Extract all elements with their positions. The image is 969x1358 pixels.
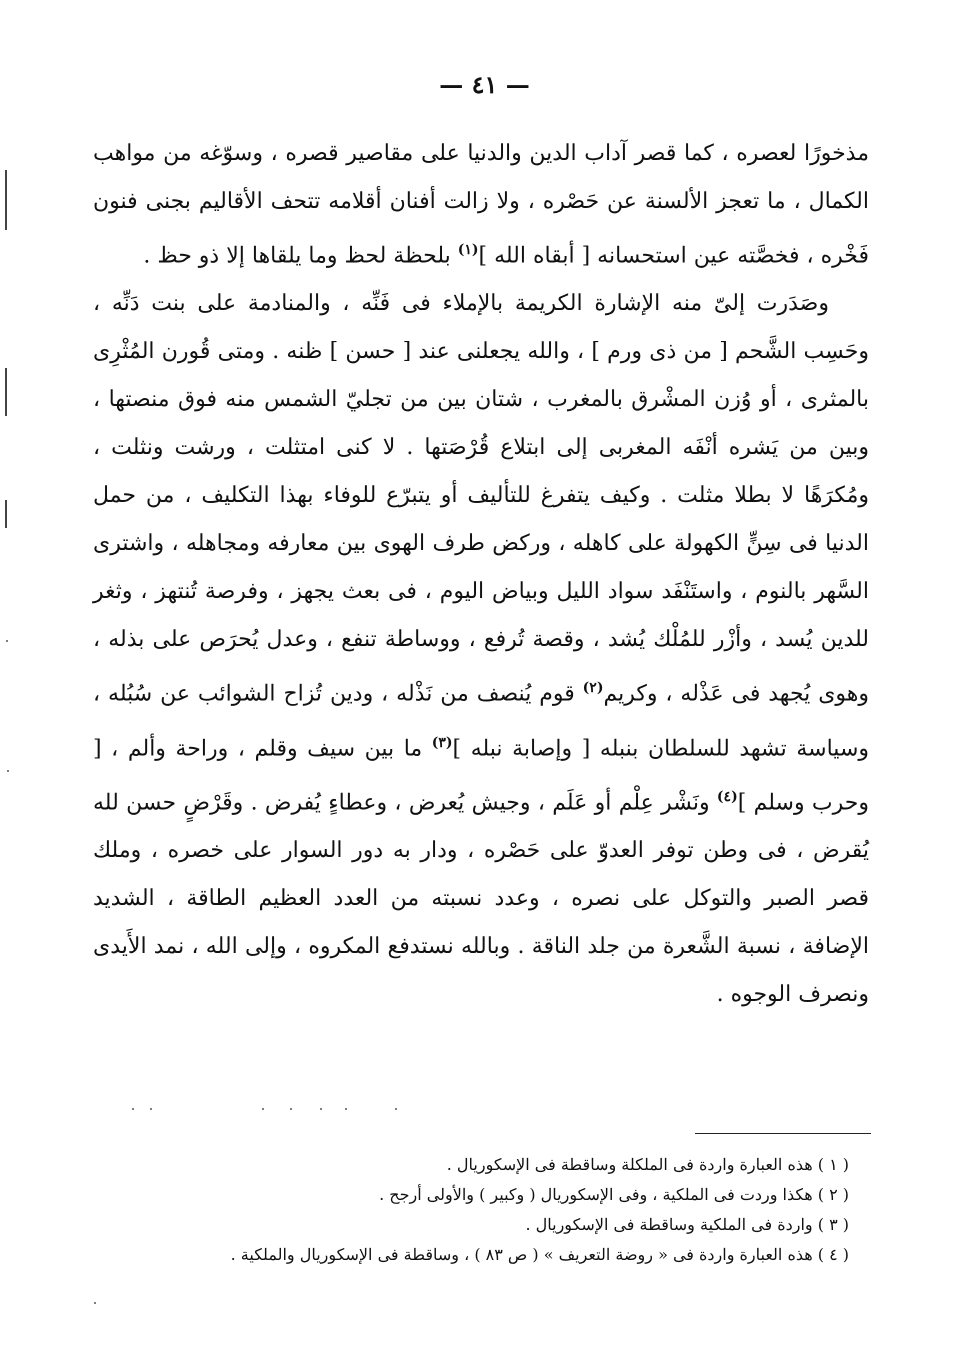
scan-speck xyxy=(132,1108,134,1110)
footnote-4: ( ٤ ) هذه العبارة واردة فى « روضة التعريف » ( ص ٨٣ ) ، وساقطة فى الإسكوريال والملكية . xyxy=(230,1245,849,1264)
scan-speck xyxy=(290,1108,292,1110)
scan-margin-mark xyxy=(5,500,7,528)
footnote-2: ( ٢ ) هكذا وردت فى الملكية ، وفى الإسكوريال ( وكبير ) والأولى أرجح . xyxy=(379,1185,849,1204)
footnote-3: ( ٣ ) واردة فى الملكية وساقطة فى الإسكوريال . xyxy=(525,1215,849,1234)
paragraph-1-text-b: بلحظة لحظ وما يلقاها إلا ذو حظ . xyxy=(143,243,458,269)
page-number: — ٤١ — xyxy=(439,70,530,99)
footnote-1: ( ١ ) هذه العبارة واردة فى الملكلة وساقطة فى الإسكوريال . xyxy=(446,1155,849,1174)
scan-speck xyxy=(345,1108,347,1110)
scan-speck xyxy=(395,1108,397,1110)
scan-speck xyxy=(6,640,8,642)
footnotes xyxy=(109,1150,849,1270)
scan-speck xyxy=(150,1108,152,1110)
scan-speck xyxy=(94,1302,96,1304)
main-text xyxy=(93,130,869,1019)
paragraph-2-text-d: ونَشْر عِلْم أو عَلَم ، وجيش يُعرض ، وعطاءٍ يُفرض . وقَرْضٍ حسن لله يُقرض ، فى وطن توفر العدوّ على حَصْره ، ودار به دور السوار على خصره ، وملك قصر الصبر والتوكل على نصره ، وعدد نسبته من العدد العظيم الطاقة ، الشديد الإضافة ، نسبة الشَّعرة من جلد الناقة . وبالله نستدفع المكروه ، وإلى الله ، نمد الأَيدى ونصرف الوجوه . xyxy=(93,790,869,1008)
scan-margin-mark xyxy=(5,170,7,230)
scan-speck xyxy=(7,770,9,772)
footnote-separator xyxy=(695,1133,871,1134)
paragraph-2-text-b: قوم يُنصف من نَذْله ، ودين تُزاح الشوائب عن سُبُله ، وسياسة تشهد للسلطان بنبله [ وإصابة نبله ] xyxy=(93,681,870,761)
footnote-mark-4: (٤) xyxy=(716,788,738,805)
scan-speck xyxy=(262,1108,264,1110)
scan-margin-mark xyxy=(5,368,7,416)
footnote-mark-1: (١) xyxy=(457,242,479,258)
paragraph-2 xyxy=(93,280,869,1019)
paragraph-1-text-a: مذخورًا لعصره ، كما قصر آداب الدين والدنيا على مقاصير قصره ، وسوّغه من مواهب الكمال ، ما تعجز الألسنة عن حَصْره ، ولا زالت أفنان أقلامه تتحف الأقاليم بجنى فنون فَخْره ، فخصَّته عين استحسانه [ أبقاه الله ] xyxy=(93,141,869,269)
footnote-mark-3: (٣) xyxy=(431,734,453,751)
paragraph-2-text-a: وصَدَرت إلىّ منه الإشارة الكريمة بالإملاء فى فَنِّه ، والمنادمة على بنت دَنِّه ، وحَسِب الشَّحم [ من ذى ورم ] ، والله يجعلنى عند [ حسن ] ظنه . ومتى قُورن المُثْرِى بالمثرى ، أو وُزن المشْرق بالمغرب ، شتان بين من تجليّ الشمس منه فوق منصتها ، وبين من يَشره أنْفَه المغربى إلى ابتلاع قُرْصَتها . لا كنى امتثلت ، ورشت ونثلت ، ومُكرَهًا لا بطلا مثلت . وكيف يتفرغ للتأليف أو يتبرّع للوفاء بهذا التكليف ، من حمل الدنيا فى سِنٍّ الكهولة على كاهله ، وركض طرف الهوى بين معارفه ومجاهله ، واشترى السَّهر بالنوم ، واستَنْفَد سواد الليل وبياض اليوم ، فى بعث يجهز ، وفرصة تُنتهز ، وثغر للدين يُسد ، وأزْر للمُلْك يُشد ، وقصة تُرفع ، ووساطة تنفع ، وعدل يُحرَص على بذله ، وهوى يُجهد فى عَذْله ، وكريم xyxy=(93,291,869,707)
footnote-mark-2: (٢) xyxy=(582,680,604,697)
scan-speck xyxy=(320,1108,322,1110)
paragraph-2-text-c: ما بين سيف وقلم ، وراحة وألم ، [ وحرب وسلم ] xyxy=(93,735,869,816)
paragraph-1 xyxy=(93,130,869,280)
